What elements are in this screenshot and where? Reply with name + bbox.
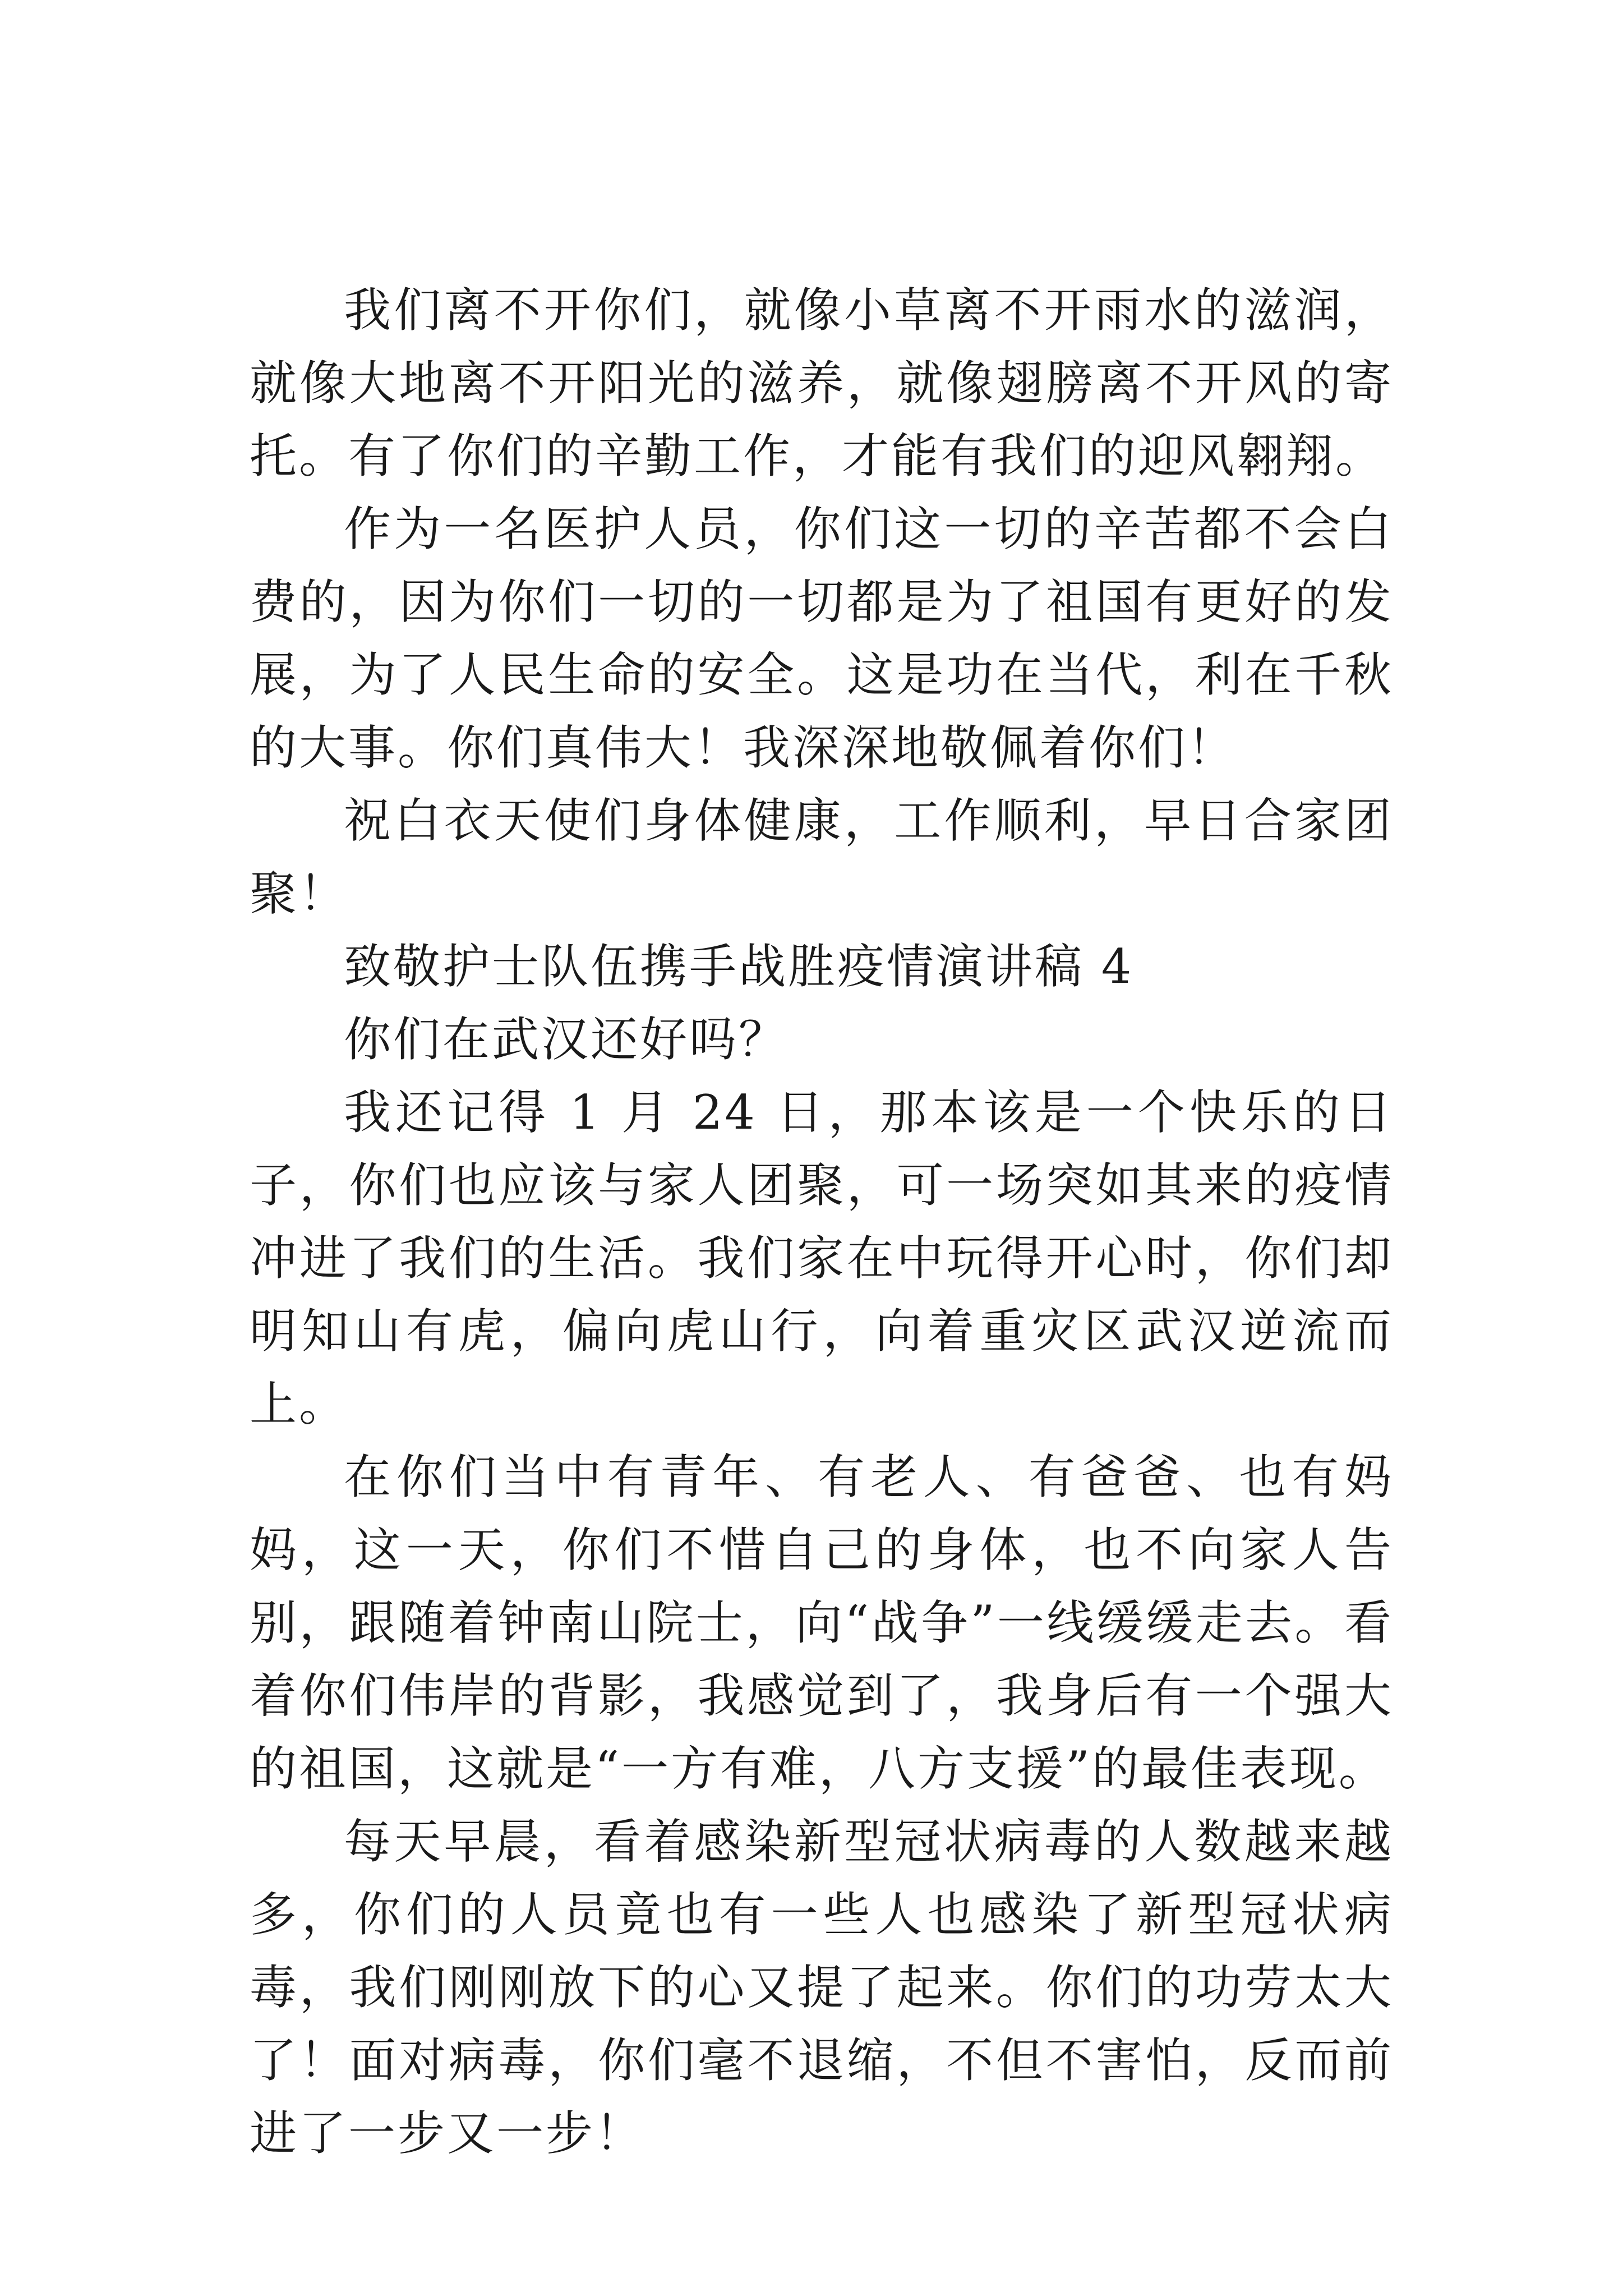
- paragraph-5: 我还记得 1 月 24 日，那本该是一个快乐的日子，你们也应该与家人团聚，可一场突如其来的疫情冲进了我们的生活。我们家在中玩得开心时，你们却明知山有虎，偏向虎山行，向着重灾区武汉逆流而上。: [250, 1085, 1394, 1432]
- paragraph-6: 在你们当中有青年、有老人、有爸爸、也有妈妈，这一天，你们不惜自己的身体，也不向家人告别，跟随着钟南山院士，向“战争”一线缓缓走去。看着你们伟岸的背影，我感觉到了，我身后有一个强大的祖国，这就是“一方有难，八方支援”的最佳表现。: [250, 1450, 1394, 1796]
- section-heading: 致敬护士队伍携手战胜疫情演讲稿 4: [344, 939, 1134, 994]
- paragraph-2: 作为一名医护人员，你们这一切的辛苦都不会白费的，因为你们一切的一切都是为了祖国有更好的发展，为了人民生命的安全。这是功在当代，利在千秋的大事。你们真伟大！我深深地敬佩着你们！: [250, 501, 1394, 775]
- paragraph-1: 我们离不开你们，就像小草离不开雨水的滋润，就像大地离不开阳光的滋养，就像翅膀离不开风的寄托。有了你们的辛勤工作，才能有我们的迎风翱翔。: [250, 283, 1394, 484]
- paragraph-3: 祝白衣天使们身体健康，工作顺利，早日合家团聚！: [250, 793, 1394, 921]
- paragraph-4: 你们在武汉还好吗？: [344, 1012, 789, 1067]
- document-body: [250, 274, 1394, 2170]
- paragraph-7: 每天早晨，看着感染新型冠状病毒的人数越来越多，你们的人员竟也有一些人也感染了新型冠状病毒，我们刚刚放下的心又提了起来。你们的功劳太大了！面对病毒，你们毫不退缩，不但不害怕，反而前进了一步又一步！: [250, 1814, 1394, 2161]
